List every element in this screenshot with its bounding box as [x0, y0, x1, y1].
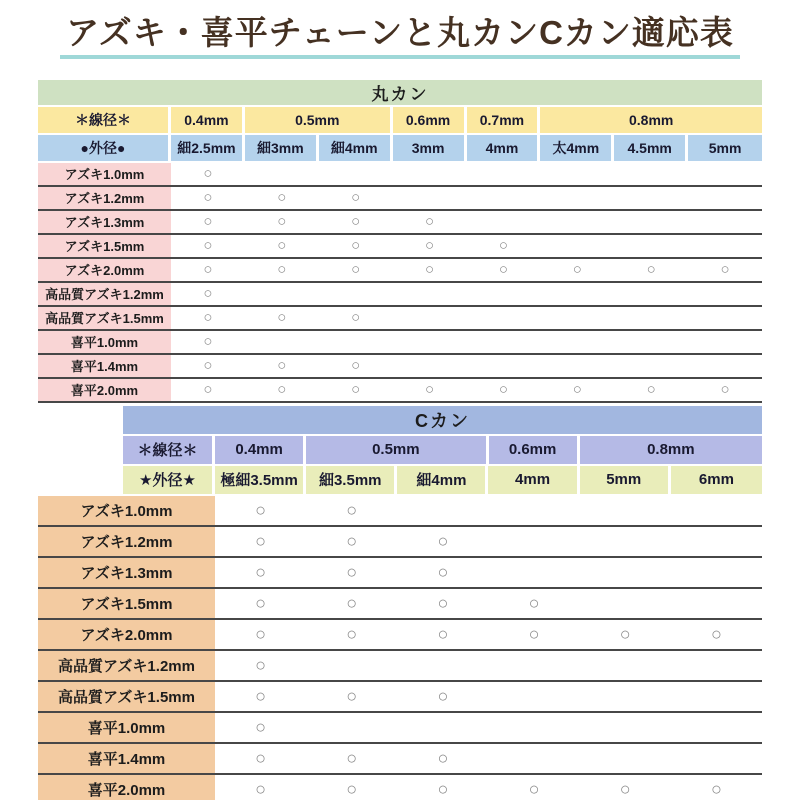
- mark-cell: [393, 211, 467, 233]
- mark-cell: [671, 682, 762, 711]
- table-title-row: [38, 406, 762, 434]
- mark-cell: [245, 283, 319, 305]
- table-row: [38, 589, 762, 620]
- mark-cell: [306, 651, 397, 680]
- circle-mark: ○: [437, 593, 449, 614]
- header-spacer: [38, 466, 123, 494]
- row-label: 高品質アズキ1.2mm: [38, 283, 171, 305]
- wire-diameter-value: 0.8mm: [580, 436, 762, 464]
- mark-cell: [306, 744, 397, 773]
- circle-mark: ○: [255, 500, 267, 521]
- circle-mark: ○: [437, 562, 449, 583]
- mark-cell: [319, 331, 393, 353]
- mark-cell: [580, 713, 671, 742]
- table-row: [38, 682, 762, 713]
- mark-cell: [397, 682, 488, 711]
- circle-mark: ○: [277, 381, 287, 399]
- mark-cell: [245, 211, 319, 233]
- circle-mark: ○: [528, 593, 540, 614]
- circle-mark: ○: [277, 309, 287, 327]
- circle-mark: ○: [437, 624, 449, 645]
- circle-mark: ○: [255, 624, 267, 645]
- mark-cell: [540, 355, 614, 377]
- page-title: アズキ・喜平チェーンと丸カンCカン適応表: [60, 13, 740, 59]
- mark-cell: [688, 307, 762, 329]
- mark-cell: [688, 211, 762, 233]
- mark-cell: [580, 682, 671, 711]
- circle-mark: ○: [351, 213, 361, 231]
- outer-diameter-value: 細3mm: [245, 135, 319, 161]
- mark-cell: [397, 744, 488, 773]
- mark-cell: [397, 558, 488, 587]
- wire-diameter-row: [38, 107, 762, 133]
- outer-diameter-value: 5mm: [580, 466, 671, 494]
- circle-mark: ○: [437, 779, 449, 800]
- row-label: アズキ1.5mm: [38, 235, 171, 257]
- circle-mark: ○: [255, 748, 267, 769]
- mark-cell: [319, 307, 393, 329]
- table-row: [38, 651, 762, 682]
- outer-diameter-value: 細3.5mm: [306, 466, 397, 494]
- circle-mark: ○: [203, 237, 213, 255]
- circle-mark: ○: [351, 357, 361, 375]
- mark-cell: [306, 620, 397, 649]
- circle-mark: ○: [498, 237, 508, 255]
- outer-diameter-row: [38, 466, 762, 494]
- mark-cell: [488, 527, 579, 556]
- circle-mark: ○: [351, 189, 361, 207]
- outer-diameter-value: 細4mm: [319, 135, 393, 161]
- mark-cell: [688, 187, 762, 209]
- circle-mark: ○: [710, 624, 722, 645]
- wire-diameter-row: [38, 436, 762, 464]
- mark-cell: [540, 211, 614, 233]
- outer-diameter-value: 3mm: [393, 135, 467, 161]
- mark-cell: [245, 187, 319, 209]
- circle-mark: ○: [646, 261, 656, 279]
- wire-diameter-value: 0.4mm: [171, 107, 245, 133]
- circle-mark: ○: [498, 381, 508, 399]
- mark-cell: [467, 307, 541, 329]
- circle-mark: ○: [277, 357, 287, 375]
- mark-cell: [393, 235, 467, 257]
- mark-cell: [467, 283, 541, 305]
- mark-cell: [614, 187, 688, 209]
- circle-mark: ○: [203, 357, 213, 375]
- outer-diameter-header: ★外径★: [123, 466, 215, 494]
- mark-cell: [488, 682, 579, 711]
- mark-cell: [614, 283, 688, 305]
- mark-cell: [171, 163, 245, 185]
- wire-diameter-value: 0.8mm: [540, 107, 762, 133]
- circle-mark: ○: [203, 381, 213, 399]
- mark-cell: [488, 496, 579, 525]
- mark-cell: [306, 713, 397, 742]
- marukan-table: [38, 80, 762, 403]
- circle-mark: ○: [203, 261, 213, 279]
- mark-cell: [171, 283, 245, 305]
- row-label: 高品質アズキ1.5mm: [38, 307, 171, 329]
- row-label: 喜平1.4mm: [38, 744, 215, 773]
- circle-mark: ○: [498, 261, 508, 279]
- mark-cell: [319, 187, 393, 209]
- mark-cell: [688, 283, 762, 305]
- mark-cell: [580, 589, 671, 618]
- mark-cell: [614, 259, 688, 281]
- circle-mark: ○: [572, 381, 582, 399]
- mark-cell: [306, 558, 397, 587]
- mark-cell: [397, 620, 488, 649]
- mark-cell: [467, 379, 541, 401]
- table-row: [38, 187, 762, 211]
- mark-cell: [580, 496, 671, 525]
- mark-cell: [171, 379, 245, 401]
- mark-cell: [171, 331, 245, 353]
- table-row: [38, 713, 762, 744]
- ckan-table: [38, 406, 762, 800]
- mark-cell: [397, 589, 488, 618]
- wire-diameter-header: ＊線径＊: [38, 107, 171, 133]
- table-row: [38, 558, 762, 589]
- circle-mark: ○: [255, 655, 267, 676]
- mark-cell: [319, 211, 393, 233]
- mark-cell: [171, 187, 245, 209]
- table-row: [38, 163, 762, 187]
- mark-cell: [488, 620, 579, 649]
- circle-mark: ○: [346, 500, 358, 521]
- wire-diameter-header: ＊線径＊: [123, 436, 215, 464]
- circle-mark: ○: [203, 333, 213, 351]
- table-row: [38, 211, 762, 235]
- row-label: 高品質アズキ1.2mm: [38, 651, 215, 680]
- circle-mark: ○: [277, 237, 287, 255]
- mark-cell: [671, 744, 762, 773]
- circle-mark: ○: [203, 309, 213, 327]
- mark-cell: [393, 259, 467, 281]
- table-row: [38, 775, 762, 800]
- mark-cell: [671, 589, 762, 618]
- header-spacer: [38, 436, 123, 464]
- circle-mark: ○: [619, 779, 631, 800]
- circle-mark: ○: [528, 779, 540, 800]
- circle-mark: ○: [425, 213, 435, 231]
- mark-cell: [671, 527, 762, 556]
- mark-cell: [215, 620, 306, 649]
- wire-diameter-value: 0.6mm: [393, 107, 467, 133]
- table-row: [38, 496, 762, 527]
- table-title: 丸カン: [38, 80, 762, 105]
- row-label: 喜平1.4mm: [38, 355, 171, 377]
- mark-cell: [467, 259, 541, 281]
- mark-cell: [580, 651, 671, 680]
- wire-diameter-value: 0.5mm: [245, 107, 393, 133]
- circle-mark: ○: [255, 562, 267, 583]
- mark-cell: [614, 331, 688, 353]
- circle-mark: ○: [528, 624, 540, 645]
- mark-cell: [467, 187, 541, 209]
- mark-cell: [171, 235, 245, 257]
- mark-cell: [215, 527, 306, 556]
- table-row: [38, 331, 762, 355]
- mark-cell: [467, 211, 541, 233]
- circle-mark: ○: [572, 261, 582, 279]
- mark-cell: [688, 235, 762, 257]
- mark-cell: [245, 307, 319, 329]
- mark-cell: [488, 744, 579, 773]
- circle-mark: ○: [203, 285, 213, 303]
- row-label: 高品質アズキ1.5mm: [38, 682, 215, 711]
- mark-cell: [171, 211, 245, 233]
- wire-diameter-value: 0.4mm: [215, 436, 306, 464]
- table-title-row: [38, 80, 762, 105]
- row-label: アズキ1.3mm: [38, 211, 171, 233]
- mark-cell: [306, 589, 397, 618]
- header-spacer: [38, 406, 123, 434]
- mark-cell: [319, 163, 393, 185]
- circle-mark: ○: [720, 261, 730, 279]
- mark-cell: [671, 651, 762, 680]
- outer-diameter-value: 5mm: [688, 135, 762, 161]
- mark-cell: [245, 355, 319, 377]
- circle-mark: ○: [203, 213, 213, 231]
- mark-cell: [397, 527, 488, 556]
- circle-mark: ○: [346, 593, 358, 614]
- mark-cell: [540, 331, 614, 353]
- circle-mark: ○: [646, 381, 656, 399]
- table-row: [38, 235, 762, 259]
- mark-cell: [171, 355, 245, 377]
- table-row: [38, 283, 762, 307]
- mark-cell: [171, 259, 245, 281]
- mark-cell: [215, 589, 306, 618]
- row-label: アズキ1.5mm: [38, 589, 215, 618]
- mark-cell: [319, 379, 393, 401]
- mark-cell: [688, 259, 762, 281]
- mark-cell: [467, 331, 541, 353]
- outer-diameter-value: 細2.5mm: [171, 135, 245, 161]
- mark-cell: [614, 163, 688, 185]
- mark-cell: [580, 775, 671, 800]
- mark-cell: [488, 713, 579, 742]
- table-row: [38, 355, 762, 379]
- mark-cell: [580, 527, 671, 556]
- outer-diameter-value: 太4mm: [540, 135, 614, 161]
- mark-cell: [215, 713, 306, 742]
- mark-cell: [488, 651, 579, 680]
- mark-cell: [540, 187, 614, 209]
- row-label: アズキ1.3mm: [38, 558, 215, 587]
- table-row: [38, 527, 762, 558]
- mark-cell: [306, 527, 397, 556]
- mark-cell: [245, 331, 319, 353]
- table-row: [38, 379, 762, 403]
- row-label: アズキ1.0mm: [38, 163, 171, 185]
- mark-cell: [540, 307, 614, 329]
- circle-mark: ○: [255, 717, 267, 738]
- mark-cell: [393, 331, 467, 353]
- circle-mark: ○: [346, 686, 358, 707]
- circle-mark: ○: [203, 165, 213, 183]
- table-row: [38, 259, 762, 283]
- mark-cell: [215, 558, 306, 587]
- circle-mark: ○: [277, 213, 287, 231]
- mark-cell: [319, 235, 393, 257]
- wire-diameter-value: 0.7mm: [467, 107, 541, 133]
- mark-cell: [488, 558, 579, 587]
- circle-mark: ○: [437, 748, 449, 769]
- mark-cell: [671, 558, 762, 587]
- mark-cell: [540, 259, 614, 281]
- mark-cell: [397, 496, 488, 525]
- mark-cell: [614, 235, 688, 257]
- mark-cell: [245, 235, 319, 257]
- circle-mark: ○: [255, 531, 267, 552]
- outer-diameter-value: 4.5mm: [614, 135, 688, 161]
- wire-diameter-value: 0.6mm: [489, 436, 580, 464]
- mark-cell: [467, 163, 541, 185]
- mark-cell: [306, 496, 397, 525]
- mark-cell: [671, 496, 762, 525]
- circle-mark: ○: [425, 261, 435, 279]
- mark-cell: [393, 163, 467, 185]
- mark-cell: [397, 713, 488, 742]
- mark-cell: [467, 235, 541, 257]
- circle-mark: ○: [710, 779, 722, 800]
- outer-diameter-value: 極細3.5mm: [215, 466, 306, 494]
- mark-cell: [215, 775, 306, 800]
- mark-cell: [306, 775, 397, 800]
- mark-cell: [614, 307, 688, 329]
- mark-cell: [319, 355, 393, 377]
- row-label: アズキ1.0mm: [38, 496, 215, 525]
- mark-cell: [671, 713, 762, 742]
- mark-cell: [397, 775, 488, 800]
- circle-mark: ○: [437, 531, 449, 552]
- mark-cell: [580, 744, 671, 773]
- mark-cell: [393, 379, 467, 401]
- mark-cell: [671, 620, 762, 649]
- mark-cell: [614, 211, 688, 233]
- mark-cell: [580, 620, 671, 649]
- mark-cell: [580, 558, 671, 587]
- circle-mark: ○: [619, 624, 631, 645]
- mark-cell: [540, 283, 614, 305]
- row-label: アズキ2.0mm: [38, 620, 215, 649]
- circle-mark: ○: [346, 624, 358, 645]
- mark-cell: [688, 379, 762, 401]
- circle-mark: ○: [351, 261, 361, 279]
- circle-mark: ○: [255, 593, 267, 614]
- mark-cell: [467, 355, 541, 377]
- title-bar: [0, 0, 800, 59]
- wire-diameter-value: 0.5mm: [306, 436, 488, 464]
- mark-cell: [171, 307, 245, 329]
- mark-cell: [215, 496, 306, 525]
- mark-cell: [319, 259, 393, 281]
- circle-mark: ○: [346, 779, 358, 800]
- mark-cell: [215, 682, 306, 711]
- outer-diameter-value: 4mm: [488, 466, 579, 494]
- mark-cell: [397, 651, 488, 680]
- mark-cell: [215, 651, 306, 680]
- circle-mark: ○: [425, 381, 435, 399]
- mark-cell: [393, 307, 467, 329]
- row-label: アズキ1.2mm: [38, 527, 215, 556]
- circle-mark: ○: [720, 381, 730, 399]
- outer-diameter-value: 4mm: [467, 135, 541, 161]
- mark-cell: [215, 744, 306, 773]
- circle-mark: ○: [437, 686, 449, 707]
- circle-mark: ○: [277, 189, 287, 207]
- outer-diameter-value: 6mm: [671, 466, 762, 494]
- circle-mark: ○: [351, 237, 361, 255]
- mark-cell: [393, 187, 467, 209]
- mark-cell: [540, 379, 614, 401]
- row-label: 喜平1.0mm: [38, 331, 171, 353]
- row-label: 喜平2.0mm: [38, 775, 215, 800]
- row-label: 喜平2.0mm: [38, 379, 171, 401]
- circle-mark: ○: [346, 748, 358, 769]
- mark-cell: [245, 163, 319, 185]
- mark-cell: [245, 379, 319, 401]
- mark-cell: [614, 355, 688, 377]
- mark-cell: [488, 775, 579, 800]
- row-label: アズキ2.0mm: [38, 259, 171, 281]
- mark-cell: [306, 682, 397, 711]
- circle-mark: ○: [255, 779, 267, 800]
- circle-mark: ○: [351, 309, 361, 327]
- table-title: Cカン: [123, 406, 762, 434]
- outer-diameter-header: ●外径●: [38, 135, 171, 161]
- circle-mark: ○: [351, 381, 361, 399]
- outer-diameter-row: [38, 135, 762, 161]
- mark-cell: [614, 379, 688, 401]
- mark-cell: [688, 163, 762, 185]
- table-row: [38, 744, 762, 775]
- table-row: [38, 307, 762, 331]
- mark-cell: [319, 283, 393, 305]
- mark-cell: [688, 355, 762, 377]
- circle-mark: ○: [425, 237, 435, 255]
- mark-cell: [245, 259, 319, 281]
- mark-cell: [540, 235, 614, 257]
- circle-mark: ○: [203, 189, 213, 207]
- circle-mark: ○: [346, 562, 358, 583]
- mark-cell: [488, 589, 579, 618]
- row-label: アズキ1.2mm: [38, 187, 171, 209]
- row-label: 喜平1.0mm: [38, 713, 215, 742]
- mark-cell: [540, 163, 614, 185]
- table-row: [38, 620, 762, 651]
- mark-cell: [688, 331, 762, 353]
- mark-cell: [671, 775, 762, 800]
- mark-cell: [393, 355, 467, 377]
- circle-mark: ○: [255, 686, 267, 707]
- mark-cell: [393, 283, 467, 305]
- outer-diameter-value: 細4mm: [397, 466, 488, 494]
- circle-mark: ○: [277, 261, 287, 279]
- circle-mark: ○: [346, 531, 358, 552]
